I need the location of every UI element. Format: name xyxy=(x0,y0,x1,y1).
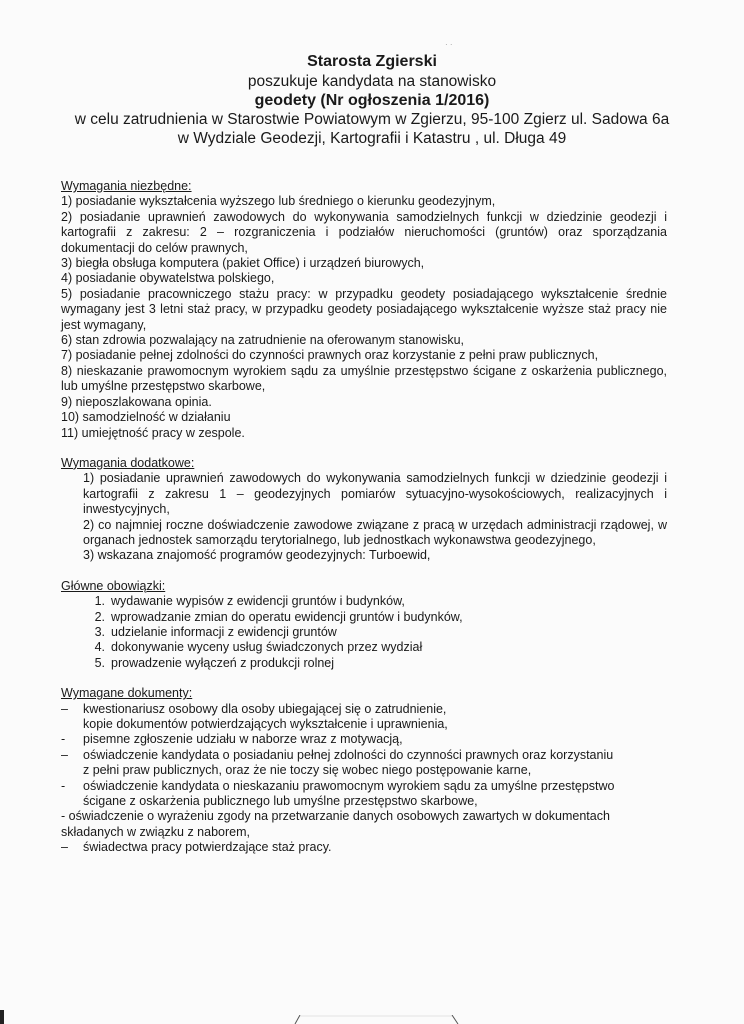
header-line-3: w celu zatrudnienia w Starostwie Powiatowym w Zgierzu, 95-100 Zgierz ul. Sadowa 6a xyxy=(74,111,670,128)
list-item: 7) posiadanie pełnej zdolności do czynności prawnych oraz korzystanie z pełni praw publicznych, xyxy=(61,348,599,363)
list-item: kopie dokumentów potwierdzających wykształcenie i uprawnienia, xyxy=(83,717,448,731)
section-required xyxy=(61,179,667,441)
list-item: 4. dokonywanie wyceny usług świadczonych przez wydział xyxy=(94,640,423,655)
list-item: - oświadczenie o wyrażeniu zgody na przetwarzanie danych osobowych zawartych w dokumentach składanych w związku z naborem, xyxy=(61,809,610,839)
list-item: – oświadczenie kandydata o posiadaniu pełnej zdolności do czynności prawnych oraz korzystaniu xyxy=(61,747,614,762)
list-item: z pełni praw publicznych, oraz że nie toczy się wobec niego postępowanie karne, xyxy=(83,763,532,778)
duties-list xyxy=(61,594,667,671)
section-documents xyxy=(61,686,667,855)
list-item: 5. prowadzenie wyłączeń z produkcji rolnej xyxy=(94,655,335,670)
list-item: 3) wskazana znajomość programów geodezyjnych: Turboewid, xyxy=(83,548,431,563)
header-line-1: poszukuje kandydata na stanowisko xyxy=(247,73,497,90)
list-item: – świadectwa pracy potwierdzające staż pracy. xyxy=(61,840,332,855)
document-title: Starosta Zgierski xyxy=(307,53,437,70)
list-item: 8) nieskazanie prawomocnym wyrokiem sądu za umyślnie przestępstwo ścigane z oskarżenia publicznego, lub umyślne przestępstwo skarbowe, xyxy=(61,363,667,394)
list-item: 2. wprowadzanie zmian do operatu ewidencji gruntów i budynków, xyxy=(94,609,463,624)
list-item: 6) stan zdrowia pozwalający na zatrudnienie na oferowanym stanowisku, xyxy=(61,333,464,348)
list-item: - oświadczenie kandydata o nieskazaniu prawomocnym wyrokiem sądu za umyślne przestępstwo xyxy=(61,778,615,793)
scan-edge-mark xyxy=(0,1010,4,1024)
list-item: 2) posiadanie uprawnień zawodowych do wykonywania samodzielnych funkcji w dziedzinie geodezji i kartografii z zakresu: 2 – rozgraniczenia i podziałów nieruchomości (gruntów) oraz sporządzania dokumentacji do celów prawnych, xyxy=(61,209,667,255)
list-item: 4) posiadanie obywatelstwa polskiego, xyxy=(61,271,275,286)
section-title: Główne obowiązki: xyxy=(61,578,166,593)
section-title: Wymagania niezbędne: xyxy=(61,179,192,193)
list-item: 3. udzielanie informacji z ewidencji gruntów xyxy=(94,624,337,639)
list-item: 5) posiadanie pracowniczego stażu pracy: w przypadku geodety posiadającego wykształcenie średnie wymagany jest 3 letni staż pracy, w przypadku geodety posiadającego wykształcenie wyższe staż pracy nie jest wymagany, xyxy=(61,286,667,332)
header-line-4: w Wydziale Geodezji, Kartografii i Katastru , ul. Długa 49 xyxy=(177,130,567,147)
list-item: - pisemne zgłoszenie udziału w naborze wraz z motywacją, xyxy=(61,732,403,747)
list-item: ścigane z oskarżenia publicznego lub umyślne przestępstwo skarbowe, xyxy=(83,794,478,809)
position-title: geodety (Nr ogłoszenia 1/2016) xyxy=(254,92,490,109)
list-item: 11) umiejętność pracy w zespole. xyxy=(61,425,245,440)
list-item: – kwestionariusz osobowy dla osoby ubiegającej się o zatrudnienie, xyxy=(61,701,447,716)
section-title: Wymagania dodatkowe: xyxy=(61,455,195,470)
section-duties xyxy=(61,579,667,671)
scan-edge-lines xyxy=(0,1015,744,1024)
list-item: 2) co najmniej roczne doświadczenie zawodowe związane z pracą w urzędach administracji rządowej, w organach jednostek samorządu terytorialnego, lub jednostkach wykonawstwa geodezyjnego, xyxy=(83,517,667,547)
list-item: 1) posiadanie wykształcenia wyższego lub średniego o kierunku geodezyjnym, xyxy=(61,194,496,209)
document-body xyxy=(61,179,667,871)
scan-artifact-mark: · · xyxy=(445,40,453,49)
list-item: 3) biegła obsługa komputera (pakiet Office) i urządzeń biurowych, xyxy=(61,256,425,271)
list-item: 1) posiadanie uprawnień zawodowych do wykonywania samodzielnych funkcji w dziedzinie geodezji i kartografii z zakresu 1 – geodezyjnych pomiarów sytuacyjno-wysokościowych, realizacyjnych i inwestycyjnych, xyxy=(83,471,667,517)
section-additional xyxy=(61,456,667,564)
section-title: Wymagane dokumenty: xyxy=(61,686,193,701)
list-item: 1. wydawanie wypisów z ewidencji gruntów i budynków, xyxy=(94,594,405,609)
list-item: 9) nieposzlakowana opinia. xyxy=(61,394,212,409)
document-header xyxy=(0,52,744,148)
list-item: 10) samodzielność w działaniu xyxy=(61,410,231,425)
